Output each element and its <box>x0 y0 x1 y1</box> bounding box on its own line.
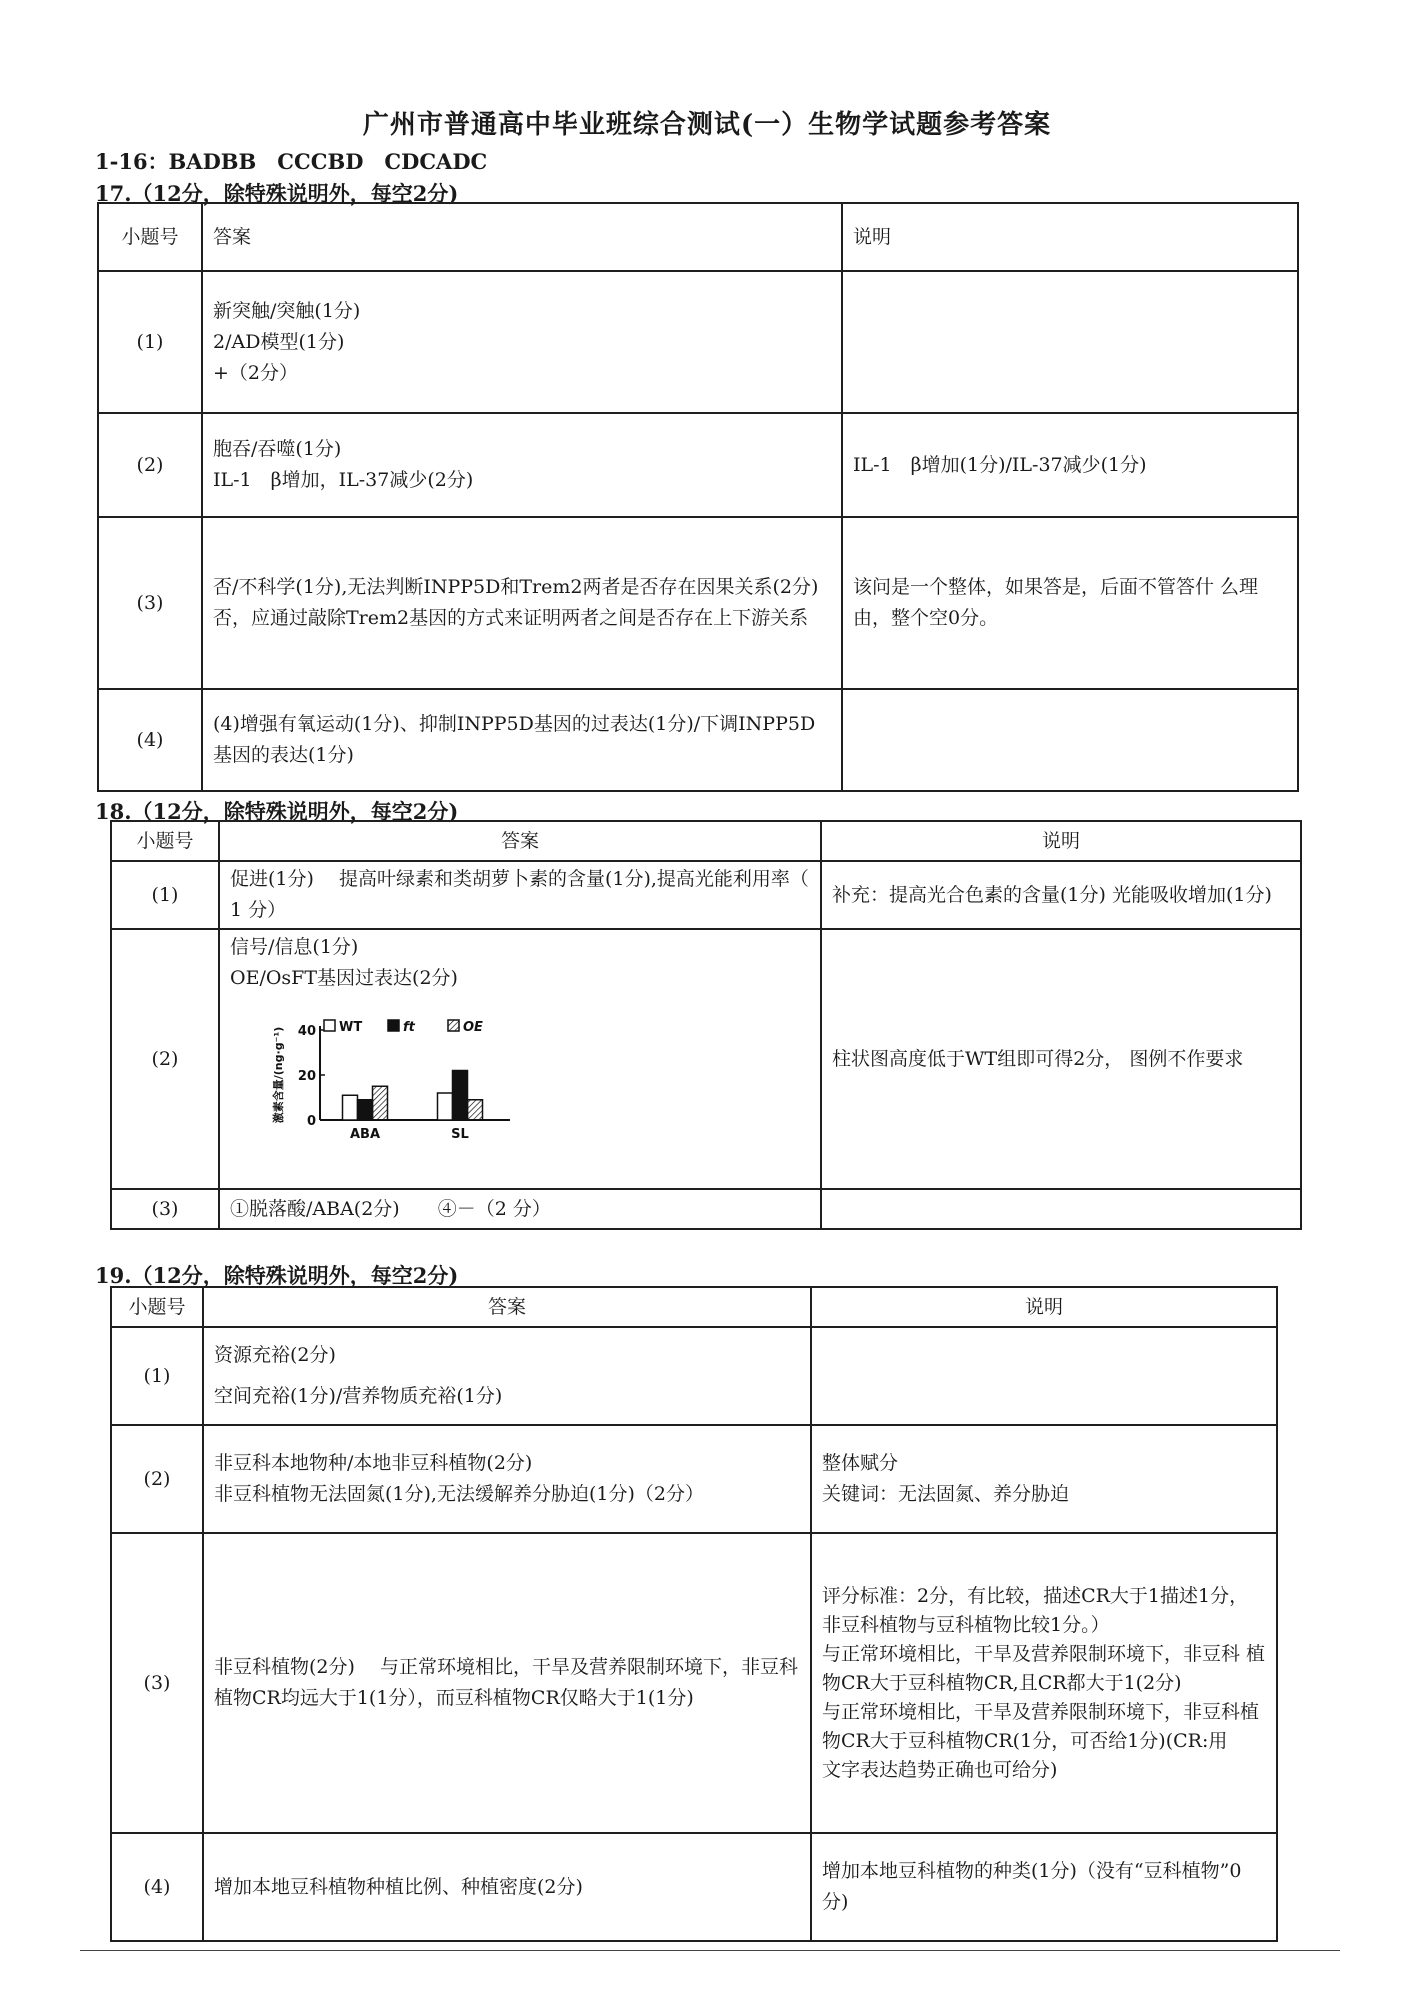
table-row <box>98 517 1298 689</box>
answer-cell <box>203 1533 811 1833</box>
q19-table <box>110 1286 1278 1942</box>
page-title: 广州市普通高中毕业班综合测试(一）生物学试题参考答案 <box>362 110 1052 140</box>
y-axis-label: 激素含量/(ng·g⁻¹) <box>272 1026 285 1124</box>
row-num: (4) <box>98 689 202 791</box>
bar-OE-SL <box>468 1100 483 1120</box>
note-line: 该问是一个整体，如果答是，后面不管答什 么理由，整个空0分。 <box>853 576 1259 629</box>
table-row <box>111 1327 1277 1425</box>
note-line: 与正常环境相比，干旱及营养限制环境下，非豆科 植物CR大于豆科植物CR,且CR都大于1(2分) <box>822 1642 1266 1694</box>
answer-line: +（2分） <box>213 361 299 384</box>
q19-header-row <box>111 1287 1277 1327</box>
note-cell <box>811 1425 1277 1533</box>
table-row <box>111 1833 1277 1941</box>
row-num: (4) <box>111 1833 203 1941</box>
answer-line: 信号/信息(1分) <box>230 936 359 958</box>
bar-WT-ABA <box>343 1095 358 1120</box>
answer-cell <box>219 929 821 1189</box>
bottom-rule <box>80 1950 1340 1951</box>
q19-header-answer: 答案 <box>203 1287 811 1327</box>
legend-label-WT: WT <box>339 1020 363 1035</box>
table-row <box>111 1425 1277 1533</box>
row-num: (2) <box>111 929 219 1189</box>
choice-answers: 1-16：BADBB CCCBD CDCADC <box>95 149 488 174</box>
table-row <box>111 1533 1277 1833</box>
q19-header-note: 说明 <box>811 1287 1277 1327</box>
table-row <box>111 929 1301 1189</box>
table-row <box>98 689 1298 791</box>
q18-header-note: 说明 <box>821 821 1301 861</box>
note-cell <box>842 517 1298 689</box>
row-num: (3) <box>111 1533 203 1833</box>
table-row <box>98 413 1298 517</box>
answer-cell <box>202 517 842 689</box>
note-line: 与正常环境相比，干旱及营养限制环境下，非豆科植 物CR大于豆科植物CR(1分，可否给1分)(CR:用 <box>822 1700 1260 1752</box>
q17-heading: 17.（12分，除特殊说明外，每空2分) <box>95 181 459 206</box>
bar-ft-ABA <box>358 1100 373 1120</box>
answer-cell <box>203 1425 811 1533</box>
note-line: 文字表达趋势正确也可给分) <box>822 1758 1058 1781</box>
hormone-bar-chart <box>230 994 810 1160</box>
legend-label-OE: OE <box>463 1020 483 1035</box>
answer-line: 增加本地豆科植物种植比例、种植密度(2分) <box>214 1875 583 1898</box>
answer-line: 非豆科植物无法固氮(1分),无法缓解养分胁迫(1分)（2分） <box>214 1483 704 1505</box>
q17-header-note: 说明 <box>842 203 1298 271</box>
q17-table <box>97 202 1299 792</box>
y-tick-label: 20 <box>297 1069 316 1084</box>
row-num: (1) <box>98 271 202 413</box>
q17-header-answer: 答案 <box>202 203 842 271</box>
note-cell <box>811 1833 1277 1941</box>
answer-cell <box>202 413 842 517</box>
answer-line: 胞吞/吞噬(1分) <box>213 438 342 460</box>
note-cell <box>811 1327 1277 1425</box>
answer-line: (4)增强有氧运动(1分)、抑制INPP5D基因的过表达(1分)/下调INPP5D基因的表达(1分) <box>213 713 816 766</box>
note-cell <box>821 1189 1301 1229</box>
q18-header-row <box>111 821 1301 861</box>
answer-line: 否/不科学(1分),无法判断INPP5D和Trem2两者是否存在因果关系(2分) <box>213 576 819 598</box>
answer-line: 非豆科本地物种/本地非豆科植物(2分) <box>214 1452 533 1474</box>
x-tick-label: SL <box>451 1127 469 1142</box>
legend-swatch-WT <box>324 1020 335 1031</box>
answer-cell: 促进(1分) 提高叶绿素和类胡萝卜素的含量(1分),提高光能利用率（ 1 分） <box>219 861 821 929</box>
row-num: (1) <box>111 1327 203 1425</box>
legend-swatch-OE <box>448 1020 459 1031</box>
bar-OE-ABA <box>373 1086 388 1120</box>
answer-cell <box>203 1327 811 1425</box>
row-num: (2) <box>98 413 202 517</box>
note-cell: 补充：提高光合色素的含量(1分) 光能吸收增加(1分) <box>821 861 1301 929</box>
legend-label-ft: ft <box>403 1020 415 1035</box>
q18-heading: 18.（12分，除特殊说明外，每空2分) <box>95 799 459 824</box>
bar-WT-SL <box>438 1093 453 1120</box>
q19-heading: 19.（12分，除特殊说明外，每空2分) <box>95 1263 459 1288</box>
answer-cell <box>203 1833 811 1941</box>
row-num: (3) <box>111 1189 219 1229</box>
q17-header-num: 小题号 <box>98 203 202 271</box>
answer-line: 空间充裕(1分)/营养物质充裕(1分) <box>214 1385 503 1407</box>
note-line: 增加本地豆科植物的种类(1分)（没有“豆科植物”0分) <box>822 1860 1242 1913</box>
answer-cell <box>202 271 842 413</box>
q18-header-answer: 答案 <box>219 821 821 861</box>
note-cell <box>811 1533 1277 1833</box>
q18-table <box>110 820 1302 1230</box>
note-cell <box>842 689 1298 791</box>
answer-cell <box>202 689 842 791</box>
q18-header-num: 小题号 <box>111 821 219 861</box>
note-line: IL-1 β增加(1分)/IL-37减少(1分) <box>853 453 1147 476</box>
answer-line: OE/OsFT基因过表达(2分) <box>230 967 458 989</box>
note-cell <box>842 413 1298 517</box>
note-line: 整体赋分 <box>822 1452 899 1474</box>
row-num: (3) <box>98 517 202 689</box>
note-line: 关键词：无法固氮、养分胁迫 <box>822 1483 1070 1505</box>
table-row <box>111 1189 1301 1229</box>
answer-cell: ①脱落酸/ABA(2分) ④－（2 分） <box>219 1189 821 1229</box>
row-num: (1) <box>111 861 219 929</box>
note-cell <box>842 271 1298 413</box>
bar-ft-SL <box>453 1071 468 1121</box>
answer-line: IL-1 β增加，IL-37减少(2分) <box>213 469 474 491</box>
x-tick-label: ABA <box>349 1127 381 1142</box>
table-row <box>98 271 1298 413</box>
answer-line: 2/AD模型(1分) <box>213 330 345 353</box>
y-tick-label: 0 <box>306 1114 316 1129</box>
note-cell: 柱状图高度低于WT组即可得2分， 图例不作要求 <box>821 929 1301 1189</box>
chart-svg <box>270 1000 530 1150</box>
q19-header-num: 小题号 <box>111 1287 203 1327</box>
answer-line: 新突触/突触(1分) <box>213 299 361 322</box>
legend-swatch-ft <box>388 1020 399 1031</box>
answer-line: 否，应通过敲除Trem2基因的方式来证明两者之间是否存在上下游关系 <box>213 607 809 629</box>
note-line: 评分标准：2分，有比较，描述CR大于1描述1分， 非豆科植物与豆科植物比较1分。） <box>822 1584 1249 1636</box>
row-num: (2) <box>111 1425 203 1533</box>
answer-line: 非豆科植物(2分) 与正常环境相比，干旱及营养限制环境下，非豆科植物CR均远大于1(1分），而豆科植物CR仅略大于1(1分) <box>214 1656 798 1709</box>
y-tick-label: 40 <box>297 1024 316 1039</box>
table-row <box>111 861 1301 929</box>
answer-line: 资源充裕(2分) <box>214 1344 336 1366</box>
q17-header-row <box>98 203 1298 271</box>
